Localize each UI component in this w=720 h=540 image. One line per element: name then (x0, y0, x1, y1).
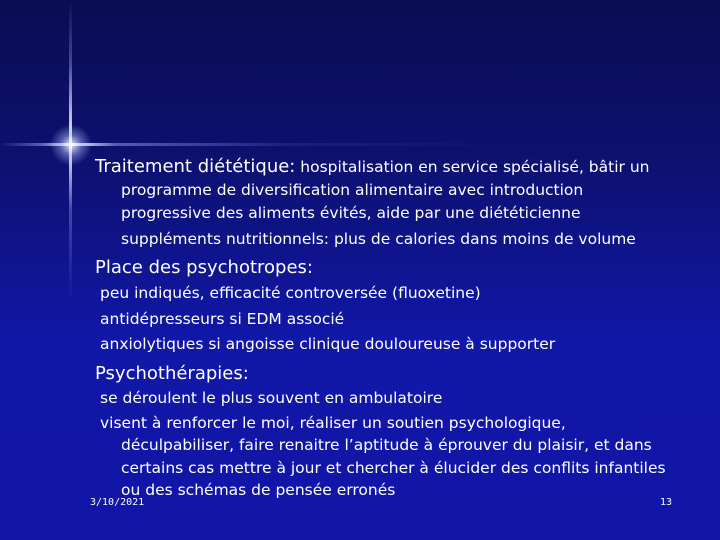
section-2-line-3: anxiolytiques si angoisse clinique douloureuse à supporter (100, 335, 556, 353)
section-1-line-3: suppléments nutritionnels: plus de calories dans moins de volume (121, 230, 636, 248)
section-2-line-2: antidépresseurs si EDM associé (100, 310, 345, 328)
section-1-heading: Traitement diététique: (95, 156, 296, 177)
section-3-line-2: visent à renforcer le moi, réaliser un soutien psychologique, (100, 414, 566, 432)
section-1-heading-row (95, 156, 649, 177)
section-1-heading-tail: hospitalisation en service spécialisé, bâtir un (295, 158, 650, 176)
section-3-line-5: ou des schémas de pensée erronés (121, 481, 396, 499)
section-2-heading: Place des psychotropes: (95, 257, 313, 278)
lens-flare-glow (50, 124, 92, 166)
section-1-line-2: progressive des aliments évités, aide par une diététicienne (121, 204, 581, 222)
lens-flare-horizontal (0, 143, 720, 146)
footer-date: 3/10/2021 (90, 497, 145, 508)
section-3-line-3: déculpabiliser, faire renaitre l’aptitude à éprouver du plaisir, et dans (121, 436, 652, 454)
section-3-heading: Psychothérapies: (95, 363, 249, 384)
section-3-line-4: certains cas mettre à jour et chercher à élucider des conflits infantiles (121, 459, 666, 477)
section-3-line-1: se déroulent le plus souvent en ambulatoire (100, 389, 443, 407)
section-1-line-1: programme de diversification alimentaire avec introduction (121, 181, 584, 199)
footer-page-number: 13 (660, 497, 673, 508)
section-2-line-1: peu indiqués, efficacité controversée (fluoxetine) (100, 284, 481, 302)
